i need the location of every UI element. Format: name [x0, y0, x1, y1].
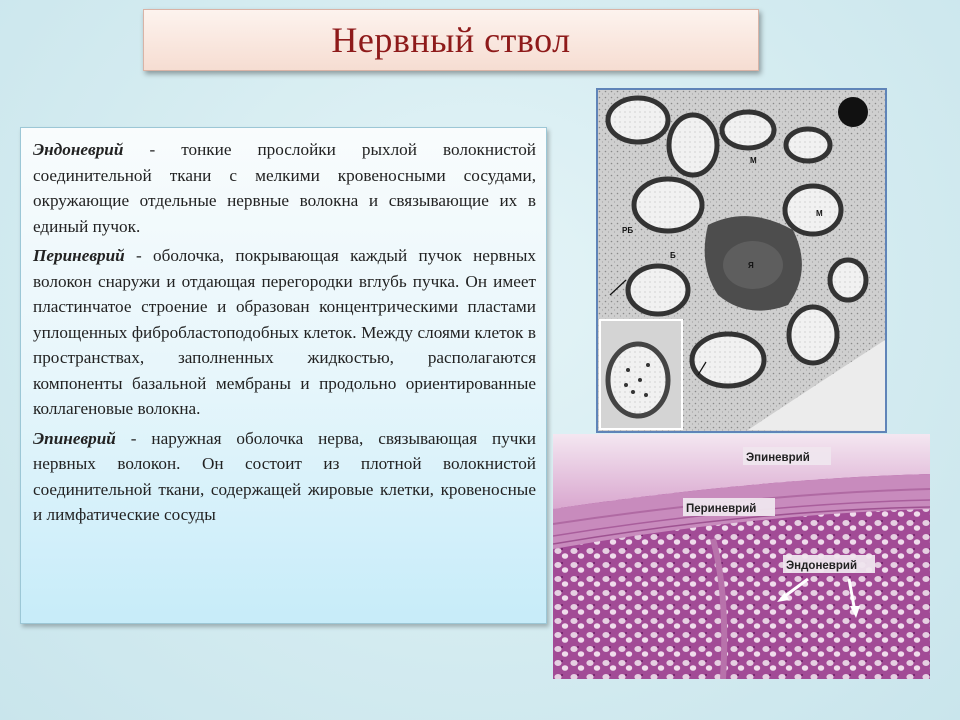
label-perineurium: Периневрий [686, 503, 757, 515]
term-perineurium: Периневрий [33, 246, 125, 265]
label-endoneurium: Эндоневрий [786, 560, 858, 572]
term-endoneurium: Эндоневрий [33, 140, 124, 159]
em-label-b: Б [670, 251, 676, 260]
electron-micrograph [596, 88, 887, 433]
paragraph-perineurium [33, 243, 536, 422]
definition-perineurium: - оболочка, покрывающая каждый пучок нервных волокон снаружи и отдающая перегородки вглубь пучка. Он имеет пластинчатое строение и образован концентрическими пластами уплощенных фибробластоподобных клеток. Между слоями клеток в пространствах, заполненных жидкостью, располагаются компоненты базальной мембраны и продольно ориентированные коллагеновые волокна. [33, 246, 536, 418]
histology-micrograph-image [553, 434, 930, 679]
histology-micrograph [553, 434, 930, 679]
title-box [143, 9, 759, 71]
em-label-m2: М [816, 209, 823, 218]
slide-title: Нервный ствол [331, 20, 571, 60]
definition-endoneurium: - тонкие прослойки рыхлой волокнистой соединительной ткани с мелкими кровеносными сосудами, окружающие отдельные нервные волокна и связывающие их в единый пучок. [33, 140, 536, 236]
paragraph-endoneurium [33, 137, 536, 239]
paragraph-epineurium [33, 426, 536, 528]
term-epineurium: Эпиневрий [33, 428, 116, 448]
em-label-ya: Я [748, 261, 754, 270]
text-panel [20, 127, 547, 624]
electron-micrograph-image [598, 90, 885, 431]
definition-epineurium: - наружная оболочка нерва, связывающая пучки нервных волокон. Он состоит из плотной волокнистой соединительной ткани, содержащей жировые клетки, кровеносные и лимфатические сосуды [33, 428, 536, 524]
em-label-rb: РБ [622, 226, 634, 235]
label-epineurium: Эпиневрий [746, 452, 810, 464]
em-label-m1: М [750, 156, 757, 165]
